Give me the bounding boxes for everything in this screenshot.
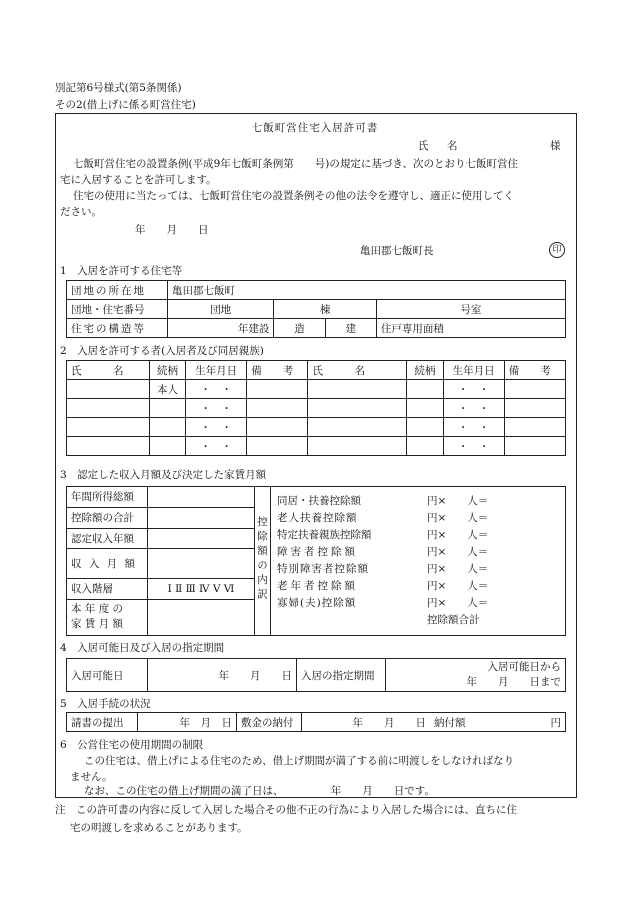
section6-heading: 6 公営住宅の使用期間の制限 — [60, 739, 204, 751]
deposit-date: 年 月 日 — [302, 713, 431, 732]
stories-cell: 建 — [325, 319, 376, 338]
rent-label-line1: 本 年 度 の — [71, 603, 124, 616]
housing-number-label: 団地・住宅番号 — [67, 300, 168, 319]
deduction-list — [277, 493, 559, 629]
form-number: 別記第6号様式(第5条関係) — [55, 82, 182, 94]
section4-table — [66, 658, 566, 692]
section3-table — [66, 486, 566, 636]
deduction-label: 老年者控除額 — [277, 580, 358, 592]
location-label: 団地の所在地 — [67, 281, 168, 300]
issue-date: 年 月 日 — [135, 224, 209, 236]
birthdate-dots: ・ ・ — [443, 437, 504, 456]
name-label: 氏 名 — [418, 140, 462, 152]
note-line1: 注 この許可書の内容に反して入居した場合その他不正の行為により入居した場合には、直ちに住 — [55, 804, 517, 816]
honorific: 様 — [550, 140, 561, 152]
note-line2: 宅の明渡しを求めることがあります。 — [70, 822, 248, 834]
table-row — [67, 399, 566, 418]
col-relation-2: 続柄 — [407, 361, 443, 380]
paid-amount-label: 納付額 — [430, 713, 488, 732]
section1-heading: 1 入居を許可する住宅等 — [60, 265, 183, 277]
monthly-income-label: 収 入 月 額 — [67, 549, 148, 579]
section2-heading: 2 入居を許可する者(入居者及び同居親族) — [60, 345, 264, 357]
income-class-label: 収入階層 — [67, 579, 148, 600]
section6-line2: ません。 — [70, 771, 113, 783]
deduction-breakdown-label: 控除額の内訳 — [256, 516, 268, 603]
section2-table — [66, 360, 566, 456]
deduction-label: 寡婦(夫)控除額 — [277, 597, 357, 609]
col-remarks: 備 考 — [247, 361, 308, 380]
birthdate-dots: ・ ・ — [186, 418, 247, 437]
birthdate-dots: ・ ・ — [186, 399, 247, 418]
birthdate-dots: ・ ・ — [443, 399, 504, 418]
table-row — [67, 380, 566, 399]
recognized-income-label: 認定収入年額 — [67, 528, 148, 549]
deduction-unit: 円× 人＝ — [427, 512, 489, 524]
birthdate-dots: ・ ・ — [443, 380, 504, 399]
section5-heading: 5 入居手続の状況 — [60, 698, 151, 710]
annual-income-label: 年間所得総額 — [67, 487, 148, 508]
structure-label: 住宅の構造等 — [67, 319, 168, 338]
built-year-cell: 年建設 — [168, 319, 274, 338]
estate-cell: 団地 — [168, 300, 274, 319]
section6-line1: この住宅は、借上げによる住宅のため、借上げ期間が満了する前に明渡しをしなければなり — [84, 755, 515, 767]
section6-line3: なお、この住宅の借上げ期間の満了日は、 年 月 日です。 — [84, 785, 435, 797]
floor-area-cell: 住戸専用面積 — [376, 319, 565, 338]
section5-table — [66, 712, 566, 732]
section3-heading: 3 認定した収入月額及び決定した家賃月額 — [60, 469, 267, 481]
section1-table — [66, 280, 566, 338]
designated-period-label: 入居の指定期間 — [297, 659, 386, 692]
deduction-unit: 円× 人＝ — [427, 563, 489, 575]
birthdate-dots: ・ ・ — [186, 437, 247, 456]
period-from: 入居可能日から — [487, 661, 561, 673]
paragraph2-line1: 住宅の使用に当たっては、七飯町営住宅の設置条例その他の法令を遵守し、適正に使用してく — [73, 190, 514, 202]
col-name: 氏 名 — [67, 361, 150, 380]
pledge-label: 請書の提出 — [67, 713, 138, 732]
seal-icon: 印 — [549, 242, 565, 258]
table-row — [67, 418, 566, 437]
document-title: 七飯町営住宅入居許可書 — [251, 122, 379, 134]
yen-unit: 円 — [488, 713, 566, 732]
issuer: 亀田郡七飯町長 — [360, 245, 434, 257]
income-classes: Ⅰ Ⅱ Ⅲ Ⅳ Ⅴ Ⅵ — [148, 579, 255, 600]
birthdate-dots: ・ ・ — [186, 380, 247, 399]
form-subtitle: その2(借上げに係る町営住宅) — [55, 99, 196, 111]
birthdate-dots: ・ ・ — [443, 418, 504, 437]
paragraph2-line2: ださい。 — [60, 206, 102, 218]
deposit-label: 敷金の納付 — [237, 713, 302, 732]
deduction-total-label: 控除額合計 — [427, 614, 480, 626]
room-cell: 号室 — [376, 300, 565, 319]
col-remarks-2: 備 考 — [504, 361, 565, 380]
deduction-unit: 円× 人＝ — [427, 546, 489, 558]
deduction-unit: 円× 人＝ — [427, 495, 489, 507]
available-date-label: 入居可能日 — [67, 659, 148, 692]
pledge-date: 年 月 日 — [138, 713, 237, 732]
col-birthdate-2: 生年月日 — [443, 361, 504, 380]
table-row — [67, 437, 566, 456]
deduction-label: 同居・扶養控除額 — [277, 495, 361, 507]
deduction-unit: 円× 人＝ — [427, 529, 489, 541]
building-cell: 棟 — [274, 300, 376, 319]
deduction-label: 老人扶養控除額 — [277, 512, 358, 524]
construction-cell: 造 — [274, 319, 325, 338]
available-date-value: 年 月 日 — [148, 659, 297, 692]
deduction-unit: 円× 人＝ — [427, 597, 489, 609]
deduction-label: 特定扶養親族控除額 — [277, 529, 372, 541]
col-name-2: 氏 名 — [308, 361, 407, 380]
section4-heading: 4 入居可能日及び入居の指定期間 — [60, 642, 225, 654]
self-relation: 本人 — [150, 380, 186, 399]
rent-label-line2: 家 賃 月 額 — [71, 618, 124, 631]
deduction-label: 障害者控除額 — [277, 546, 358, 558]
col-relation: 続柄 — [150, 361, 186, 380]
paragraph1-line2: 宅に入居することを許可します。 — [60, 174, 217, 186]
location-value: 亀田郡七飯町 — [168, 281, 566, 300]
deduction-unit: 円× 人＝ — [427, 580, 489, 592]
period-to: 年 月 日まで — [466, 676, 561, 688]
paragraph1-line1: 七飯町営住宅の設置条例(平成9年七飯町条例第 号)の規定に基づき、次のとおり七飯町営住 — [73, 158, 518, 170]
deduction-label: 特別障害者控除額 — [277, 563, 369, 575]
deduction-sum-label: 控除額の合計 — [67, 507, 148, 528]
col-birthdate: 生年月日 — [186, 361, 247, 380]
